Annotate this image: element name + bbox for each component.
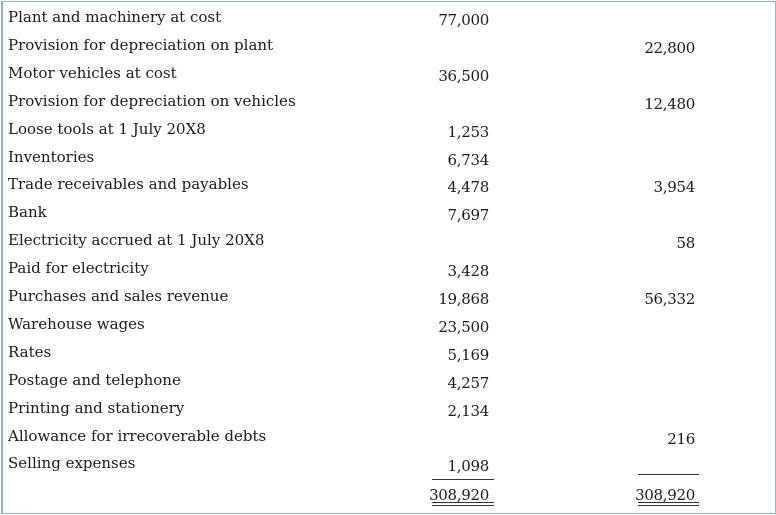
- table-row: [2, 365, 775, 393]
- table-row: [2, 253, 775, 281]
- credit-total-double-underline: [638, 502, 699, 506]
- credit-amount: 12,480: [644, 94, 695, 113]
- account-label: Electricity accrued at 1 July 20X8: [8, 231, 265, 250]
- account-label: Purchases and sales revenue: [8, 287, 229, 305]
- table-row: [2, 197, 775, 225]
- account-label: Loose tools at 1 July 20X8: [8, 119, 206, 138]
- debit-amount: 36,500: [438, 66, 489, 85]
- account-label: Motor vehicles at cost: [8, 63, 177, 82]
- debit-total: 308,920: [429, 486, 489, 504]
- account-label: Selling expenses: [8, 454, 136, 473]
- debit-amount: 77,000: [438, 11, 489, 29]
- account-label: Bank: [8, 203, 47, 222]
- account-label: Warehouse wages: [8, 314, 145, 333]
- table-row: [2, 448, 775, 476]
- account-label: Postage and telephone: [8, 370, 181, 389]
- debit-amount: 23,500: [438, 317, 489, 336]
- account-label: Plant and machinery at cost: [8, 8, 222, 26]
- debit-amount: 19,868: [438, 290, 489, 308]
- table-row: [2, 142, 775, 170]
- account-label: Paid for electricity: [8, 259, 149, 278]
- debit-amount: 6,734: [447, 150, 489, 169]
- account-label: Printing and stationery: [8, 398, 185, 417]
- table-row: [2, 30, 775, 58]
- debit-amount: 2,134: [447, 401, 489, 420]
- debit-total-rule: [432, 479, 494, 480]
- debit-amount: 1,098: [447, 457, 489, 476]
- table-row: [2, 337, 775, 365]
- table-row: [2, 225, 775, 253]
- account-label: Inventories: [8, 147, 95, 166]
- credit-amount: 216: [667, 429, 695, 448]
- table-row: [2, 169, 775, 197]
- debit-amount: 4,478: [447, 178, 489, 197]
- table-row: [2, 86, 775, 114]
- credit-amount: 58: [676, 234, 695, 253]
- credit-amount: 3,954: [653, 178, 695, 197]
- account-label: Rates: [8, 342, 52, 361]
- account-label: Provision for depreciation on vehicles: [8, 91, 296, 110]
- table-row: [2, 58, 775, 86]
- account-label: Trade receivables and payables: [8, 175, 249, 194]
- table-row: [2, 393, 775, 421]
- account-label: Allowance for irrecoverable debts: [8, 426, 267, 445]
- credit-amount: 22,800: [644, 38, 695, 57]
- debit-amount: 3,428: [447, 262, 489, 281]
- trial-balance-table: [1, 1, 776, 514]
- debit-amount: 1,253: [447, 122, 489, 141]
- account-label: Provision for depreciation on plant: [8, 35, 274, 54]
- table-row: [2, 2, 775, 30]
- table-row: [2, 421, 775, 449]
- table-row: [2, 309, 775, 337]
- table-row: [2, 114, 775, 142]
- debit-amount: 7,697: [447, 206, 489, 225]
- credit-total: 308,920: [635, 486, 695, 504]
- debit-total-double-underline: [432, 502, 494, 506]
- debit-amount: 4,257: [447, 373, 489, 392]
- credit-total-rule: [638, 474, 699, 475]
- table-row: [2, 281, 775, 309]
- debit-amount: 5,169: [447, 345, 489, 364]
- credit-amount: 56,332: [644, 290, 695, 308]
